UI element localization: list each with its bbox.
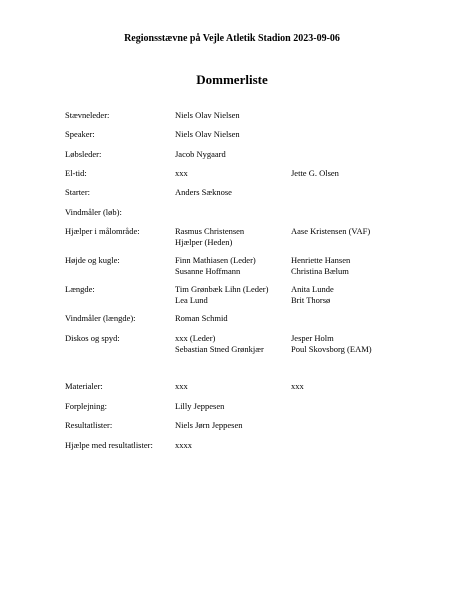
role-label: Resultatlister: (65, 420, 113, 430)
official-names (175, 440, 287, 451)
official-name: Susanne Hoffmann (175, 265, 241, 276)
official-names (175, 313, 287, 324)
official-name: Niels Olav Nielsen (175, 129, 240, 139)
official-name: Niels Olav Nielsen (175, 110, 240, 120)
official-name: Hjælper (Heden) (175, 236, 233, 247)
assistant-name: Henriette Hansen (291, 255, 351, 265)
role-label: Længde: (65, 284, 95, 294)
assistant-name: Christina Bælum (291, 265, 349, 276)
official-name: xxx (175, 381, 188, 391)
assistant-names (291, 168, 431, 179)
official-names (175, 110, 287, 121)
official-name: xxx (Leder) (175, 333, 216, 343)
assistant-name: Poul Skovsborg (EAM) (291, 343, 372, 354)
official-names (175, 381, 287, 392)
official-names (175, 255, 287, 276)
assistant-names (291, 381, 431, 392)
assistant-name: Aase Kristensen (VAF) (291, 226, 371, 236)
official-name: Finn Mathiasen (Leder) (175, 255, 256, 265)
official-names (175, 149, 287, 160)
role-label: Hjælper i målområde: (65, 226, 140, 236)
assistant-name: Brit Thorsø (291, 294, 331, 305)
official-name: Rasmus Christensen (175, 226, 245, 236)
assistant-names (291, 226, 431, 237)
official-names (175, 420, 287, 431)
assistant-name: Jette G. Olsen (291, 168, 339, 178)
official-names (175, 226, 287, 247)
official-names (175, 129, 287, 140)
role-label: Materialer: (65, 381, 103, 391)
role-label: Speaker: (65, 129, 95, 139)
official-name: xxx (175, 168, 188, 178)
official-name: Lea Lund (175, 294, 208, 305)
assistant-name: xxx (291, 381, 304, 391)
list-title: Dommerliste (196, 72, 268, 87)
event-title: Regionsstævne på Vejle Atletik Stadion 2023-09-06 (124, 33, 340, 44)
role-label: Vindmåler (længde): (65, 313, 136, 323)
official-name: Lilly Jeppesen (175, 401, 225, 411)
official-names (175, 333, 287, 354)
official-name: Niels Jørn Jeppesen (175, 420, 243, 430)
official-name: Sebastian Stned Grønkjær (175, 343, 264, 354)
official-name: xxxx (175, 440, 192, 450)
official-name: Tim Grønbæk Lihn (Leder) (175, 284, 269, 294)
role-label: Højde og kugle: (65, 255, 120, 265)
role-label: Løbsleder: (65, 149, 102, 159)
role-label: Vindmåler (løb): (65, 207, 122, 217)
role-label: El-tid: (65, 168, 87, 178)
official-name: Anders Sæknose (175, 187, 232, 197)
role-label: Hjælpe med resultatlister: (65, 440, 153, 450)
official-name: Roman Schmid (175, 313, 228, 323)
assistant-names (291, 255, 431, 276)
assistant-name: Anita Lunde (291, 284, 334, 294)
assistant-names (291, 284, 431, 305)
official-names (175, 401, 287, 412)
role-label: Stævneleder: (65, 110, 110, 120)
role-label: Forplejning: (65, 401, 108, 411)
official-names (175, 284, 287, 305)
official-names (175, 187, 287, 198)
role-label: Starter: (65, 187, 91, 197)
assistant-names (291, 333, 431, 354)
role-label: Diskos og spyd: (65, 333, 120, 343)
official-names (175, 168, 287, 179)
assistant-name: Jesper Holm (291, 333, 334, 343)
official-name: Jacob Nygaard (175, 149, 226, 159)
